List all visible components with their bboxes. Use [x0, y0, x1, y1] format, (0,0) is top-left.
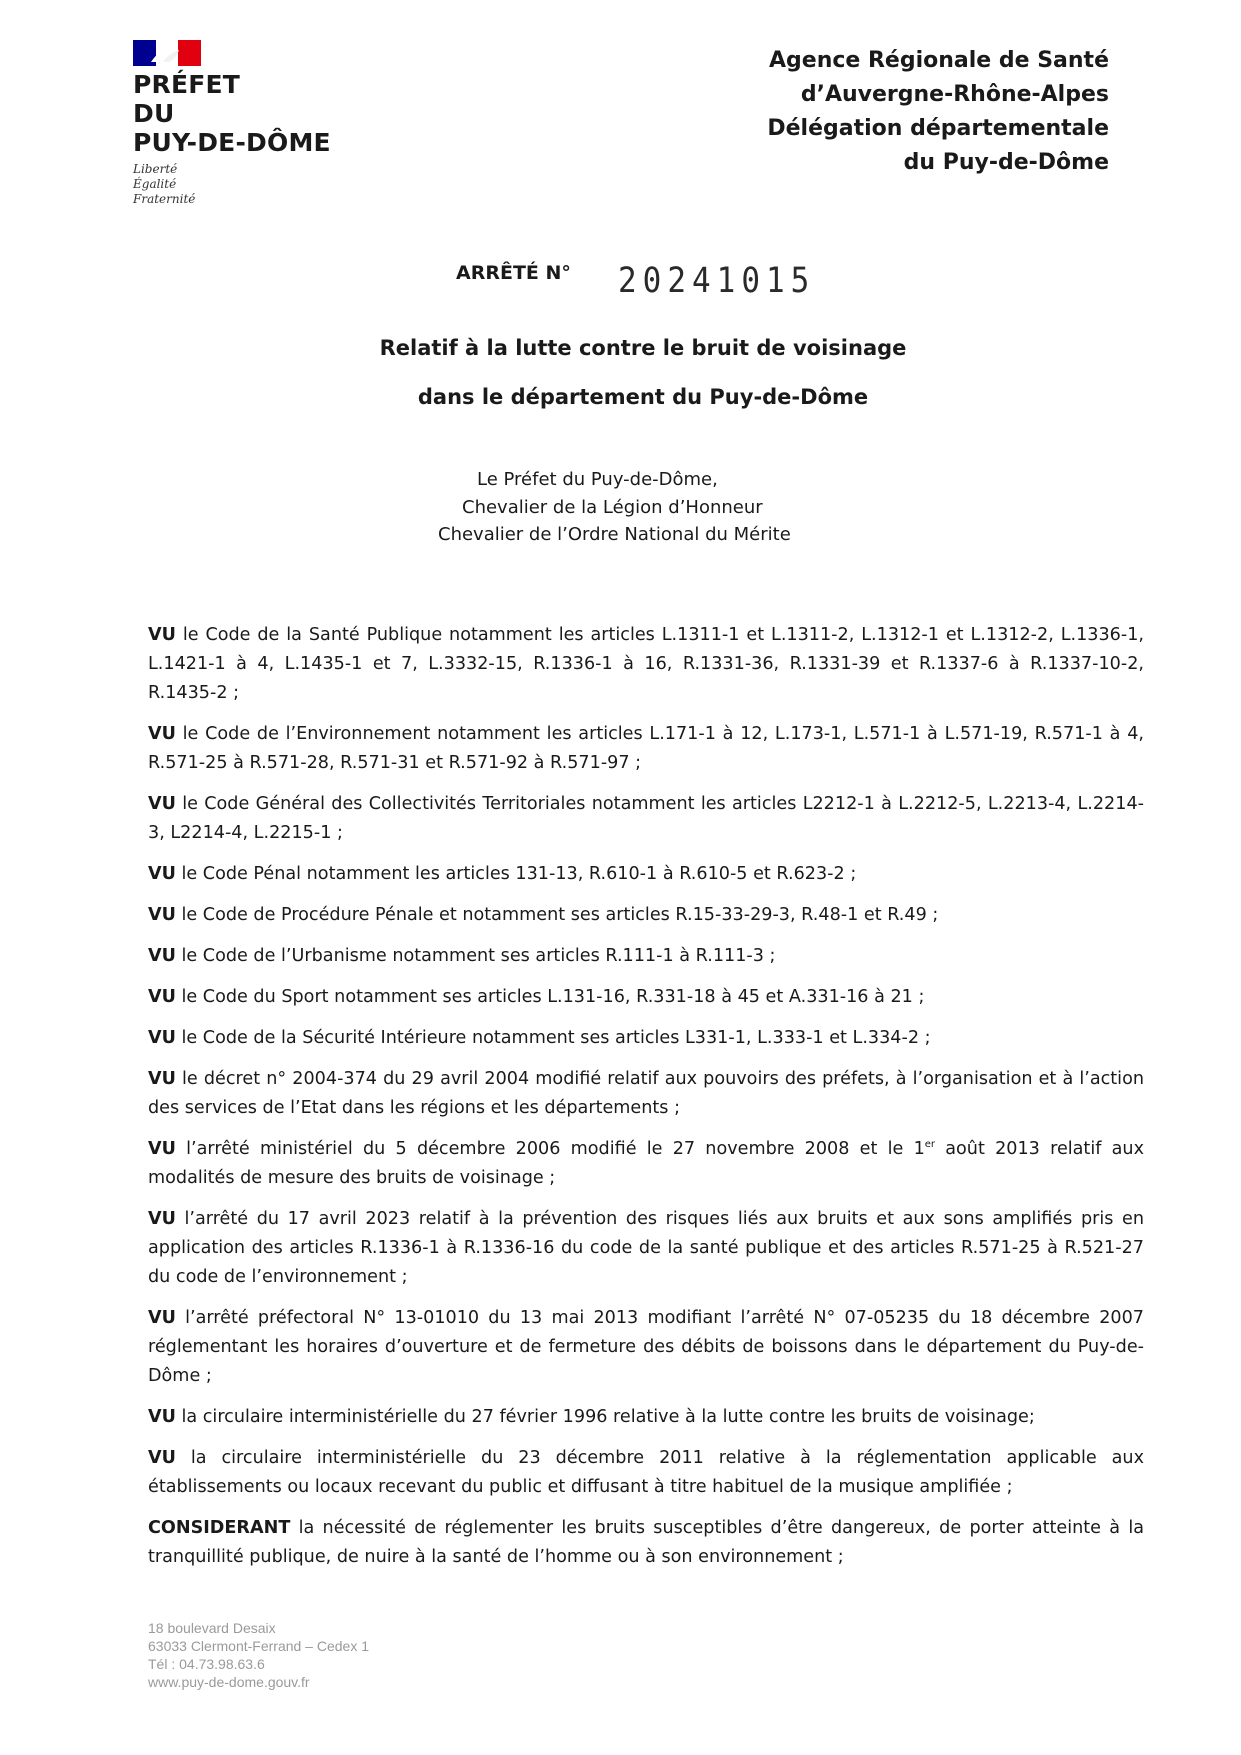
prefect-line-3: Chevalier de l’Ordre National du Mérite [438, 524, 791, 545]
recital-keyword: VU [148, 1448, 176, 1468]
footer-phone: Tél : 04.73.98.63.6 [148, 1656, 265, 1672]
recital-paragraph [148, 1205, 1144, 1292]
ordinal-superscript: er [924, 1139, 936, 1151]
recital-keyword: VU [148, 1139, 176, 1159]
recital-keyword: VU [148, 1308, 176, 1328]
recital-text: l’arrêté ministériel du 5 décembre 2006 modifié le 27 novembre 2008 et le 1 [175, 1139, 925, 1159]
arrete-label: ARRÊTÉ N° [456, 262, 571, 284]
agency-line-1: Agence Régionale de Santé [769, 48, 1109, 73]
prefet-line-1: PRÉFET [133, 70, 241, 99]
recital-paragraph [148, 983, 1144, 1012]
recital-keyword: VU [148, 1028, 176, 1048]
recitals [148, 621, 1144, 1584]
recital-paragraph [148, 1444, 1144, 1502]
recital-paragraph [148, 720, 1144, 778]
recital-text: le Code Pénal notamment les articles 131-13, R.610-1 à R.610-5 et R.623-2 ; [175, 864, 857, 884]
subject-line-2: dans le département du Puy-de-Dôme [417, 385, 869, 409]
recital-text: l’arrêté du 17 avril 2023 relatif à la prévention des risques liés aux bruits et aux sons amplifiés pris en application des articles R.1336-1 à R.1336-16 du code de la santé publique et des articles R.571-25 à R.521-27 du code de l’environnement ; [148, 1209, 1144, 1287]
recital-text: le Code de la Santé Publique notamment les articles L.1311-1 et L.1311-2, L.1312-1 et L.1312-2, L.1336-1, L.1421-1 à 4, L.1435-1 et 7, L.3332-15, R.1336-1 à 16, R.1331-36, R.1331-39 et R.1337-6 à R.1337-10-2, R.1435-2 ; [148, 625, 1144, 703]
recital-text: le Code du Sport notamment ses articles L.131-16, R.331-18 à 45 et A.331-16 à 21 ; [175, 987, 925, 1007]
recital-text: la circulaire interministérielle du 27 février 1996 relative à la lutte contre les bruits de voisinage; [175, 1407, 1035, 1427]
recital-text: le Code de la Sécurité Intérieure notamment ses articles L331-1, L.333-1 et L.334-2 ; [175, 1028, 931, 1048]
agency-line-3: Délégation départementale [767, 116, 1109, 141]
marianne-flag-icon [133, 40, 201, 66]
recital-keyword: VU [148, 864, 176, 884]
agency-header [767, 44, 1109, 180]
recital-text: la nécessité de réglementer les bruits susceptibles d’être dangereux, de porter atteinte à la tranquillité publique, de nuire à la santé de l’homme ou à son environnement ; [148, 1518, 1144, 1567]
agency-line-4: du Puy-de-Dôme [903, 150, 1109, 175]
recital-text: le Code Général des Collectivités Territoriales notamment les articles L2212-1 à L.2212-5, L.2213-4, L.2214-3, L2214-4, L.2215-1 ; [148, 794, 1144, 843]
recital-text: le décret n° 2004-374 du 29 avril 2004 modifié relatif aux pouvoirs des préfets, à l’organisation et à l’action des services de l’Etat dans les régions et les départements ; [148, 1069, 1144, 1118]
motto-line-3: Fraternité [133, 192, 196, 206]
prefet-line-3: PUY-DE-DÔME [133, 128, 331, 157]
recital-paragraph [148, 1514, 1144, 1572]
recital-text: l’arrêté préfectoral N° 13-01010 du 13 mai 2013 modifiant l’arrêté N° 07-05235 du 18 décembre 2007 réglementant les horaires d’ouverture et de fermeture des débits de boissons dans le département du Puy-de-Dôme ; [148, 1308, 1144, 1386]
prefect-line-1: Le Préfet du Puy-de-Dôme, [477, 469, 718, 490]
recital-keyword: VU [148, 946, 176, 966]
recital-paragraph [148, 621, 1144, 708]
recital-paragraph [148, 1024, 1144, 1053]
recital-text: le Code de l’Urbanisme notamment ses articles R.111-1 à R.111-3 ; [175, 946, 776, 966]
prefet-line-2: DU [133, 99, 175, 128]
prefect-line-2: Chevalier de la Légion d’Honneur [462, 497, 763, 518]
recital-keyword: VU [148, 1407, 176, 1427]
recital-text: la circulaire interministérielle du 23 décembre 2011 relative à la réglementation applicable aux établissements ou locaux recevant du public et diffusant à titre habituel de la musique amplifiée ; [148, 1448, 1144, 1497]
recital-paragraph [148, 1304, 1144, 1391]
footer-contact [148, 1619, 369, 1691]
arrete-number-stamp: 20241015 [618, 260, 816, 301]
recital-paragraph [148, 901, 1144, 930]
recital-text: le Code de l’Environnement notamment les articles L.171-1 à 12, L.173-1, L.571-1 à L.571-19, R.571-1 à 4, R.571-25 à R.571-28, R.571-31 et R.571-92 à R.571-97 ; [148, 724, 1144, 773]
recital-paragraph [148, 1135, 1144, 1193]
recital-text: le Code de Procédure Pénale et notamment ses articles R.15-33-29-3, R.48-1 et R.49 ; [175, 905, 939, 925]
republic-motto [133, 162, 393, 207]
recital-keyword: CONSIDERANT [148, 1518, 291, 1538]
motto-line-1: Liberté [133, 162, 178, 176]
footer-website: www.puy-de-dome.gouv.fr [148, 1674, 310, 1690]
prefecture-name [133, 70, 393, 157]
motto-line-2: Égalité [133, 177, 177, 191]
recital-keyword: VU [148, 794, 176, 814]
footer-address: 18 boulevard Desaix [148, 1620, 276, 1636]
agency-line-2: d’Auvergne-Rhône-Alpes [800, 82, 1109, 107]
subject-line-1: Relatif à la lutte contre le bruit de voisinage [379, 336, 907, 360]
recital-paragraph [148, 1065, 1144, 1123]
recital-keyword: VU [148, 1069, 176, 1089]
recital-paragraph [148, 790, 1144, 848]
recital-keyword: VU [148, 905, 176, 925]
recital-paragraph [148, 942, 1144, 971]
recital-keyword: VU [148, 625, 176, 645]
recital-keyword: VU [148, 724, 176, 744]
recital-text-continued: août 2013 relatif aux modalités de mesure des bruits de voisinage ; [148, 1139, 1144, 1188]
recital-keyword: VU [148, 1209, 176, 1229]
prefecture-logo [133, 40, 393, 207]
footer-city: 63033 Clermont-Ferrand – Cedex 1 [148, 1638, 370, 1654]
recital-paragraph [148, 860, 1144, 889]
recital-paragraph [148, 1403, 1144, 1432]
recital-keyword: VU [148, 987, 176, 1007]
